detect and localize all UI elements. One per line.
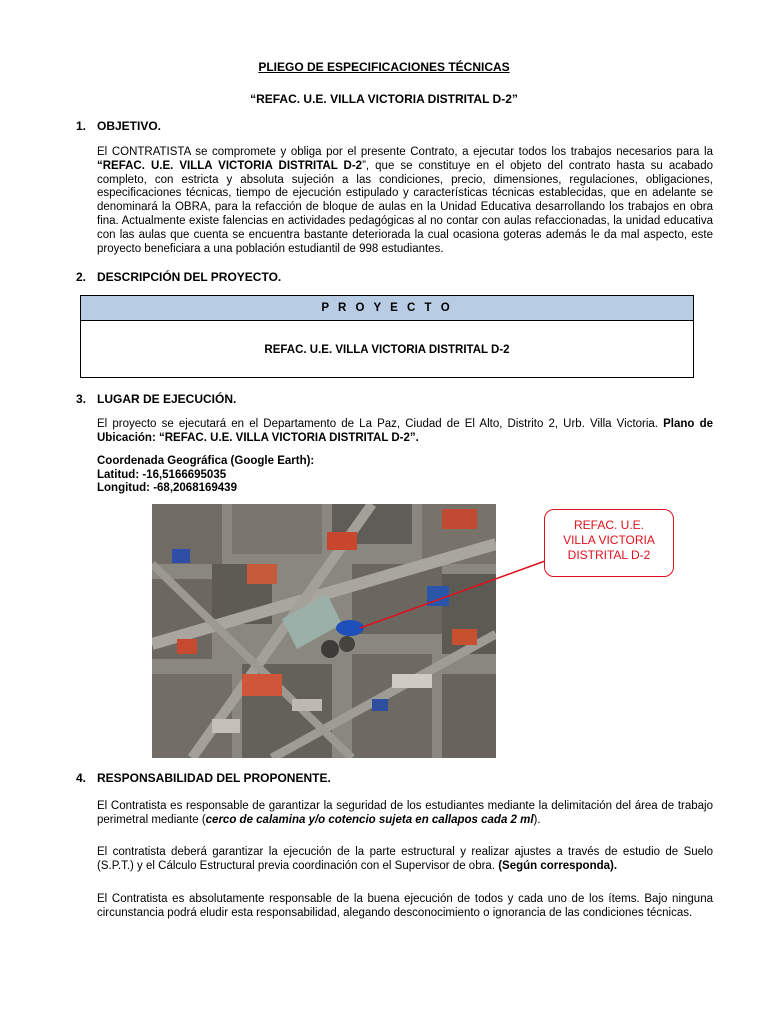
callout-line-1: REFAC. U.E. [573, 518, 644, 532]
section-title: DESCRIPCIÓN DEL PROYECTO. [97, 270, 282, 284]
section-number: 3. [76, 392, 87, 406]
section-title: LUGAR DE EJECUCIÓN. [97, 392, 237, 406]
resp2-text: El contratista deberá garantizar la ejecución de la parte estructural y realizar ajustes a través de estudio de Suelo (S.P.T.) y el Cálculo Estructural previa coordinación con el Supervisor de obra. [97, 846, 713, 872]
proyecto-table-value: REFAC. U.E. VILLA VICTORIA DISTRITAL D-2 [264, 344, 510, 356]
resp-text-c: ). [533, 813, 541, 826]
section-number: 2. [76, 270, 87, 284]
longitude: Longitud: -68,2068169439 [97, 482, 237, 494]
coordinates-title: Coordenada Geográfica (Google Earth): [97, 455, 315, 467]
resp2-segun: (Según corresponda). [498, 859, 618, 872]
objetivo-project-name: “REFAC. U.E. VILLA VICTORIA DISTRITAL D-2 [97, 159, 363, 172]
objetivo-text-c: ”, que se constituye en el objeto del contrato hasta su acabado completo, con estricta y absoluta sujeción a las condiciones, precio, dimensiones, regulaciones, obligaciones, especificaciones técnicas, tiempo de ejecución estipulado y características técnicas establecidas, que en adelante se denominará la OBRA, para la refacción de bloque de aulas en la Unidad Educativa desarrollando los trabajos en obra fina. Actualmente existe falencias en actividades pedagógicas al no contar con aulas refaccionadas, la unidad educativa con las aulas que cuenta se encuentra bastante deteriorada la cual ocasiona goteras además le da mal aspecto, este proyecto beneficiara a una población estudiantil de 998 estudiantes. [97, 159, 713, 255]
responsabilidad-paragraph-1 [97, 800, 713, 828]
section-4-heading [76, 771, 331, 785]
section-number: 4. [76, 771, 87, 785]
resp-cerco-text: cerco de calamina y/o cotencio sujeta en callapos cada 2 ml [205, 813, 534, 826]
section-number: 1. [76, 119, 87, 133]
document-subtitle: “REFAC. U.E. VILLA VICTORIA DISTRITAL D-2” [250, 92, 518, 106]
callout-line-2: VILLA VICTORIA [563, 533, 655, 547]
plano-ubicacion: Plano de Ubicación: “REFAC. U.E. VILLA VICTORIA DISTRITAL D-2”. [97, 418, 713, 444]
resp3-text: El Contratista es absolutamente responsable de la buena ejecución de todos y cada uno de los ítems. Bajo ninguna circunstancia podrá eludir esta responsabilidad, alegando desconocimiento o ignorancia de las condiciones técnicas. [97, 893, 713, 919]
map-callout [544, 509, 674, 577]
latitude: Latitud: -16,5166695035 [97, 468, 227, 481]
responsabilidad-paragraph-3 [97, 893, 713, 921]
lugar-text: El proyecto se ejecutará en el Departamento de La Paz, Ciudad de El Alto, Distrito 2, Urb. Villa Victoria. [97, 418, 664, 430]
resp-text-a: El Contratista es responsable de garantizar la seguridad de los estudiantes mediante la delimitación del área de trabajo perimetral mediante ( [97, 800, 713, 826]
proyecto-table-header: P R O Y E C T O [81, 296, 693, 321]
section-title: RESPONSABILIDAD DEL PROPONENTE. [97, 771, 331, 785]
document-title: PLIEGO DE ESPECIFICACIONES TÉCNICAS [258, 60, 510, 74]
objetivo-text-a: El CONTRATISTA se compromete y obliga por el presente Contrato, a ejecutar todos los trabajos necesarios para la [97, 146, 713, 158]
responsabilidad-paragraph-2 [97, 846, 713, 874]
callout-line-3: DISTRITAL D-2 [567, 548, 651, 562]
section-title: OBJETIVO. [97, 119, 162, 133]
